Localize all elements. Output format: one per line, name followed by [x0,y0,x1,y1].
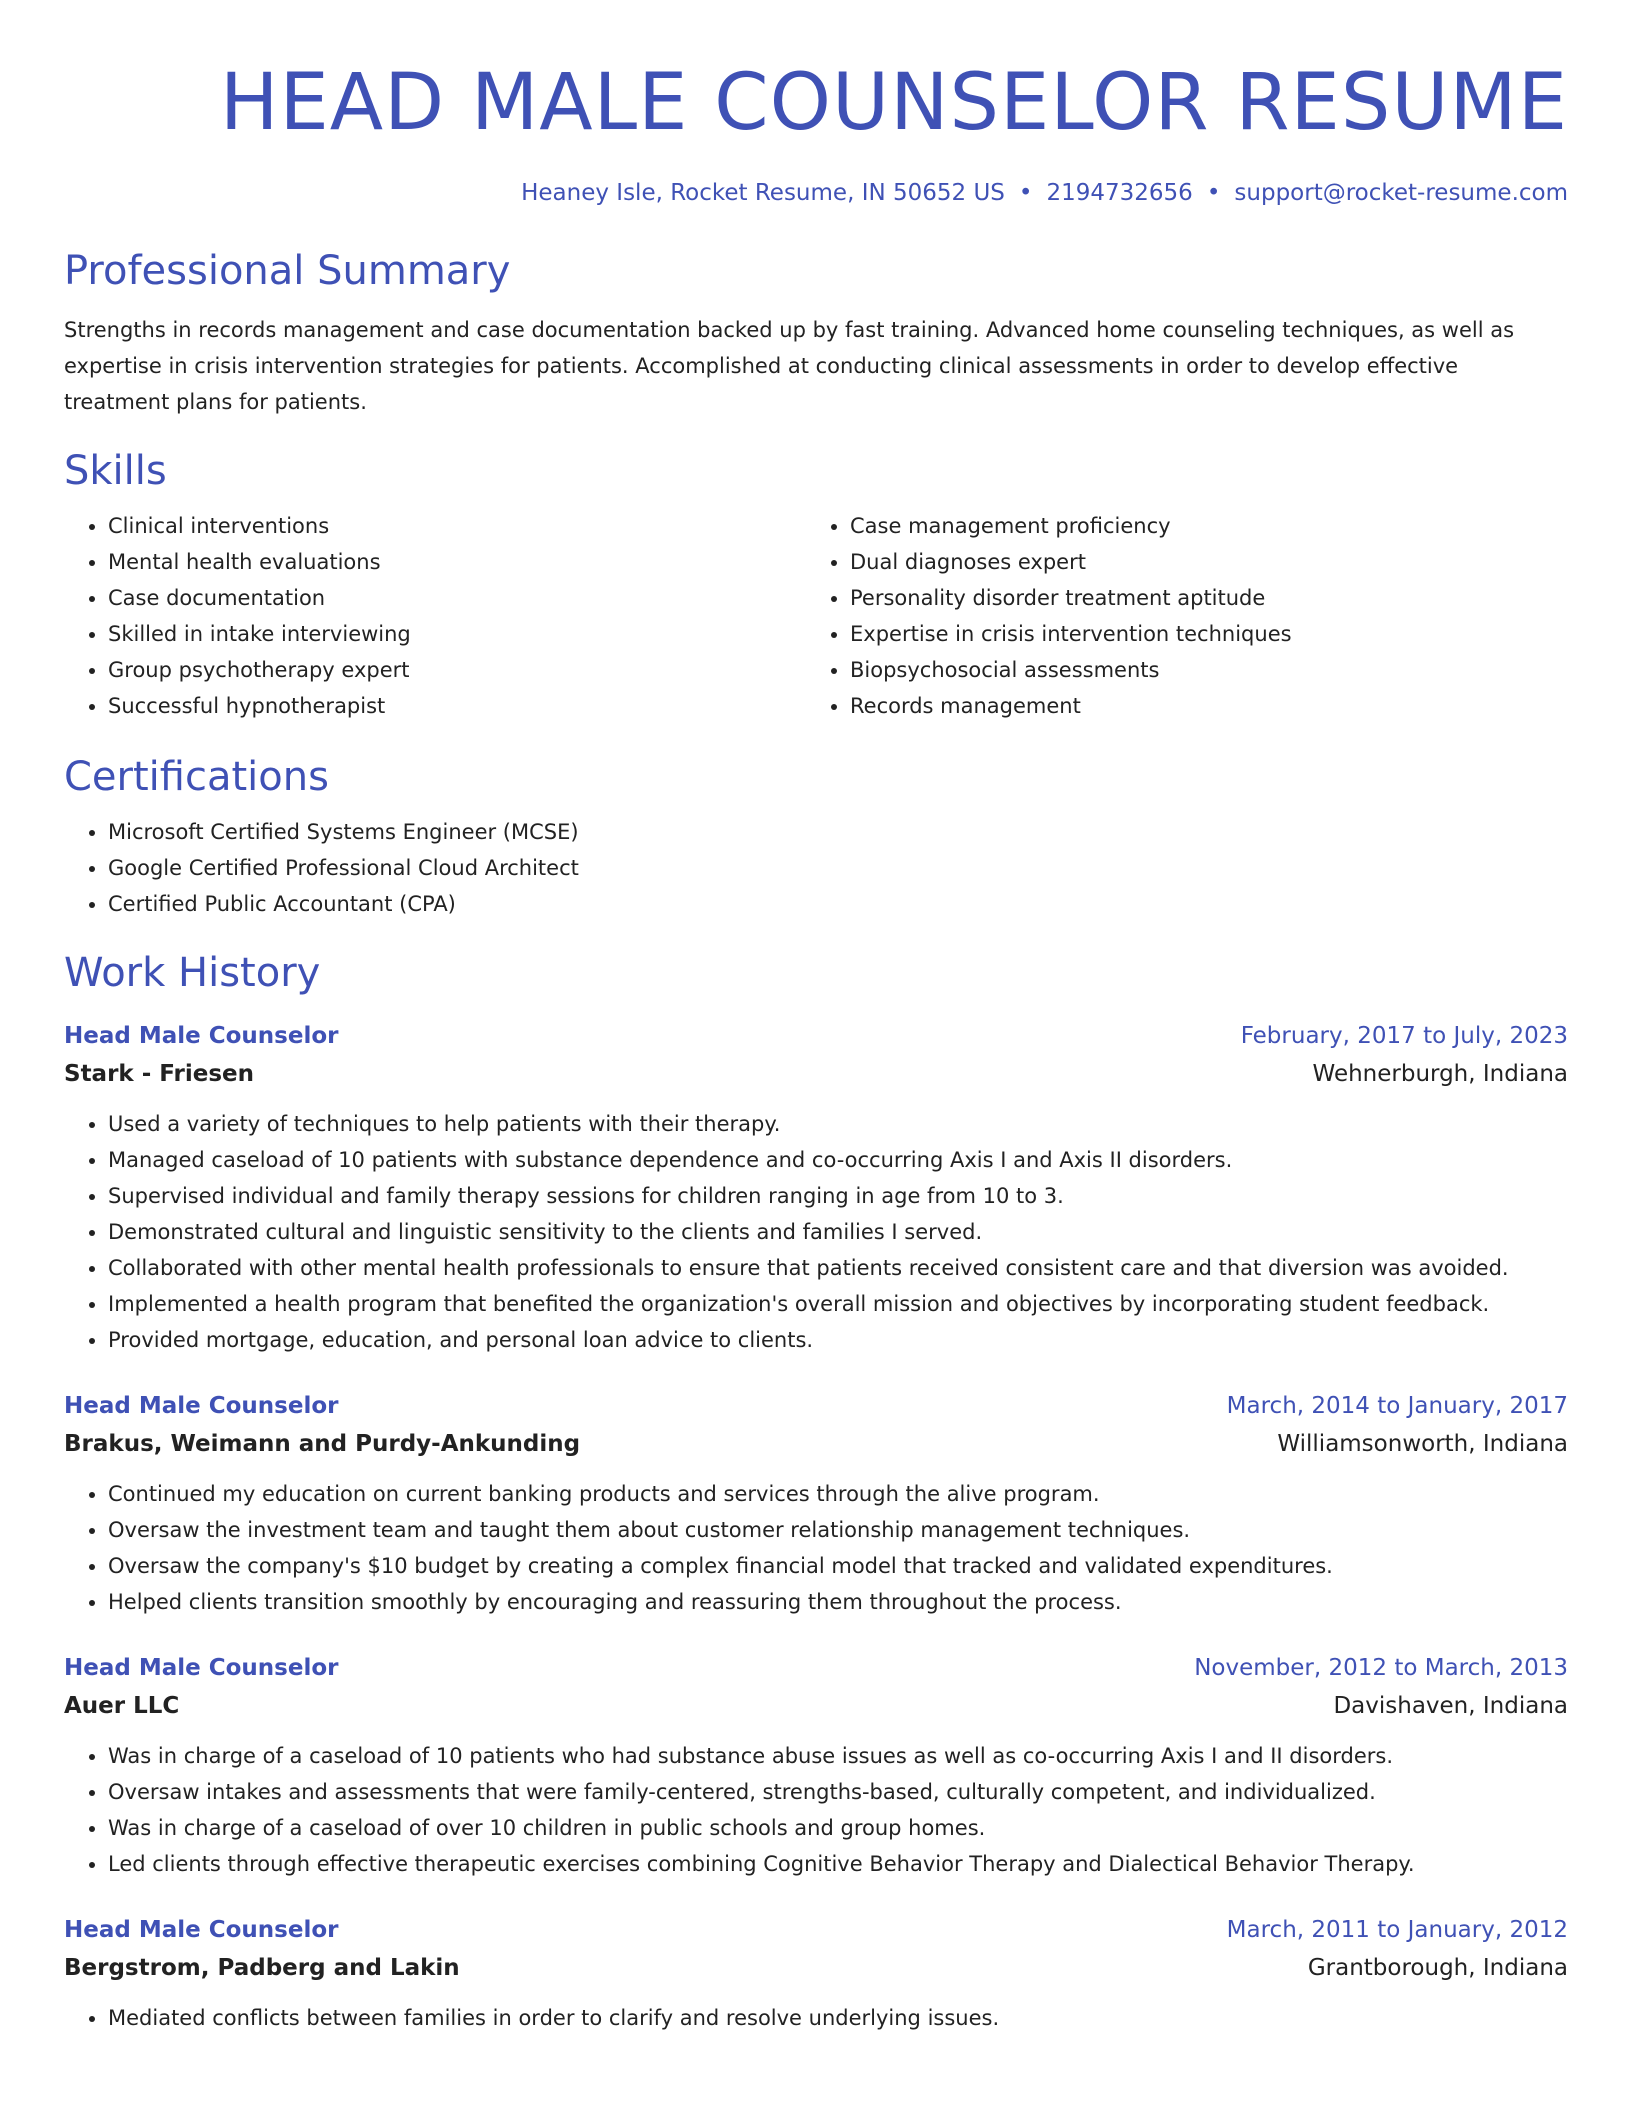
job-duty-item: • Managed caseload of 10 patients with substance dependence and co-occurring Axis I and Axis II disorders. [108,1142,1568,1178]
summary-heading: Professional Summary [64,248,511,294]
skills-list-right [806,508,1548,724]
job-duty-item: • Used a variety of techniques to help patients with their therapy. [108,1106,1568,1142]
skill-item: • Case management proficiency [850,508,1548,544]
job-company: Brakus, Weimann and Purdy-Ankunding [64,1431,581,1457]
job-title-row [64,1388,1568,1424]
skill-item: • Records management [850,688,1548,724]
certifications-list [64,814,1568,922]
job-dates: March, 2011 to January, 2012 [1226,1917,1568,1943]
job-duty-item: • Provided mortgage, education, and personal loan advice to clients. [108,1322,1568,1358]
skills-heading: Skills [64,448,167,494]
summary-section [64,246,1568,420]
job-duty-item: • Implemented a health program that benefited the organization's overall mission and objectives by incorporating student feedback. [108,1286,1568,1322]
job-duties-list [64,2000,1568,2036]
job-duty-item: • Supervised individual and family therapy sessions for children ranging in age from 10 to 3. [108,1178,1568,1214]
resume-header [64,0,1568,208]
skills-column-right [806,508,1548,724]
job-duty-item: • Collaborated with other mental health professionals to ensure that patients received consistent care and that diversion was avoided. [108,1250,1568,1286]
job-duty-item: • Led clients through effective therapeutic exercises combining Cognitive Behavior Therapy and Dialectical Behavior Therapy. [108,1846,1568,1882]
job-duty-item: • Helped clients transition smoothly by encouraging and reassuring them throughout the process. [108,1584,1568,1620]
job-duty-item: • Continued my education on current banking products and services through the alive program. [108,1476,1568,1512]
job-title-row [64,1018,1568,1054]
skills-columns [64,508,1568,724]
work-history-heading: Work History [64,950,321,996]
job-entry [64,1018,1568,1358]
resume-title: HEAD MALE COUNSELOR RESUME [219,58,1568,148]
job-duty-item: • Oversaw the investment team and taught them about customer relationship management techniques. [108,1512,1568,1548]
job-company: Bergstrom, Padberg and Lakin [64,1955,460,1981]
job-duty-item: • Was in charge of a caseload of 10 patients who had substance abuse issues as well as co-occurring Axis I and II disorders. [108,1738,1568,1774]
skill-item: • Mental health evaluations [108,544,806,580]
job-duty-item: • Oversaw intakes and assessments that were family-centered, strengths-based, culturally competent, and individualized. [108,1774,1568,1810]
certification-item: • Google Certified Professional Cloud Architect [108,850,1568,886]
job-entry [64,1650,1568,1882]
job-company: Stark - Friesen [64,1061,255,1087]
certification-item: • Certified Public Accountant (CPA) [108,886,1568,922]
job-location: Williamsonworth, Indiana [1277,1431,1568,1457]
job-company-row [64,1424,1568,1464]
contact-phone: 2194732656 [1046,180,1193,206]
job-location: Wehnerburgh, Indiana [1312,1061,1568,1087]
skill-item: • Dual diagnoses expert [850,544,1548,580]
job-duties-list [64,1476,1568,1620]
job-company: Auer LLC [64,1693,180,1719]
job-company-row [64,1948,1568,1988]
job-duty-item: • Oversaw the company's $10 budget by creating a complex financial model that tracked and validated expenditures. [108,1548,1568,1584]
resume-page [64,0,1568,2036]
summary-text: Strengths in records management and case documentation backed up by fast training. Advanced home counseling techniques, as well as expertise in crisis intervention strategies for patients. Accomplished at conducting clinical assessments in order to develop effective treatment plans for patients. [64,318,1515,414]
job-duty-item: • Was in charge of a caseload of over 10 children in public schools and group homes. [108,1810,1568,1846]
job-dates: March, 2014 to January, 2017 [1226,1393,1568,1419]
job-dates: February, 2017 to July, 2023 [1240,1023,1568,1049]
certifications-heading: Certifications [64,754,329,800]
job-title-row [64,1912,1568,1948]
contact-line [64,178,1568,208]
skills-section [64,446,1568,724]
skill-item: • Skilled in intake interviewing [108,616,806,652]
skill-item: • Biopsychosocial assessments [850,652,1548,688]
contact-address: Heaney Isle, Rocket Resume, IN 50652 US [521,180,1005,206]
skill-item: • Successful hypnotherapist [108,688,806,724]
job-company-row [64,1686,1568,1726]
skills-list-left [64,508,806,724]
job-title-row [64,1650,1568,1686]
contact-separator: • [1018,180,1033,206]
job-entry [64,1912,1568,2036]
skills-column-left [64,508,806,724]
job-company-row [64,1054,1568,1094]
job-title: Head Male Counselor [64,1023,339,1049]
skill-item: • Group psychotherapy expert [108,652,806,688]
contact-separator: • [1206,180,1221,206]
work-history-section [64,948,1568,2036]
job-location: Grantborough, Indiana [1307,1955,1568,1981]
job-title: Head Male Counselor [64,1655,339,1681]
job-dates: November, 2012 to March, 2013 [1194,1655,1568,1681]
job-entry [64,1388,1568,1620]
skill-item: • Clinical interventions [108,508,806,544]
certification-item: • Microsoft Certified Systems Engineer (MCSE) [108,814,1568,850]
skill-item: • Case documentation [108,580,806,616]
contact-email[interactable]: support@rocket-resume.com [1234,180,1568,206]
job-duties-list [64,1738,1568,1882]
job-duty-item: • Mediated conflicts between families in order to clarify and resolve underlying issues. [108,2000,1568,2036]
job-title: Head Male Counselor [64,1393,339,1419]
skill-item: • Expertise in crisis intervention techniques [850,616,1548,652]
job-duties-list [64,1106,1568,1358]
certifications-section [64,752,1568,922]
skill-item: • Personality disorder treatment aptitude [850,580,1548,616]
job-title: Head Male Counselor [64,1917,339,1943]
job-duty-item: • Demonstrated cultural and linguistic sensitivity to the clients and families I served. [108,1214,1568,1250]
job-location: Davishaven, Indiana [1333,1693,1568,1719]
